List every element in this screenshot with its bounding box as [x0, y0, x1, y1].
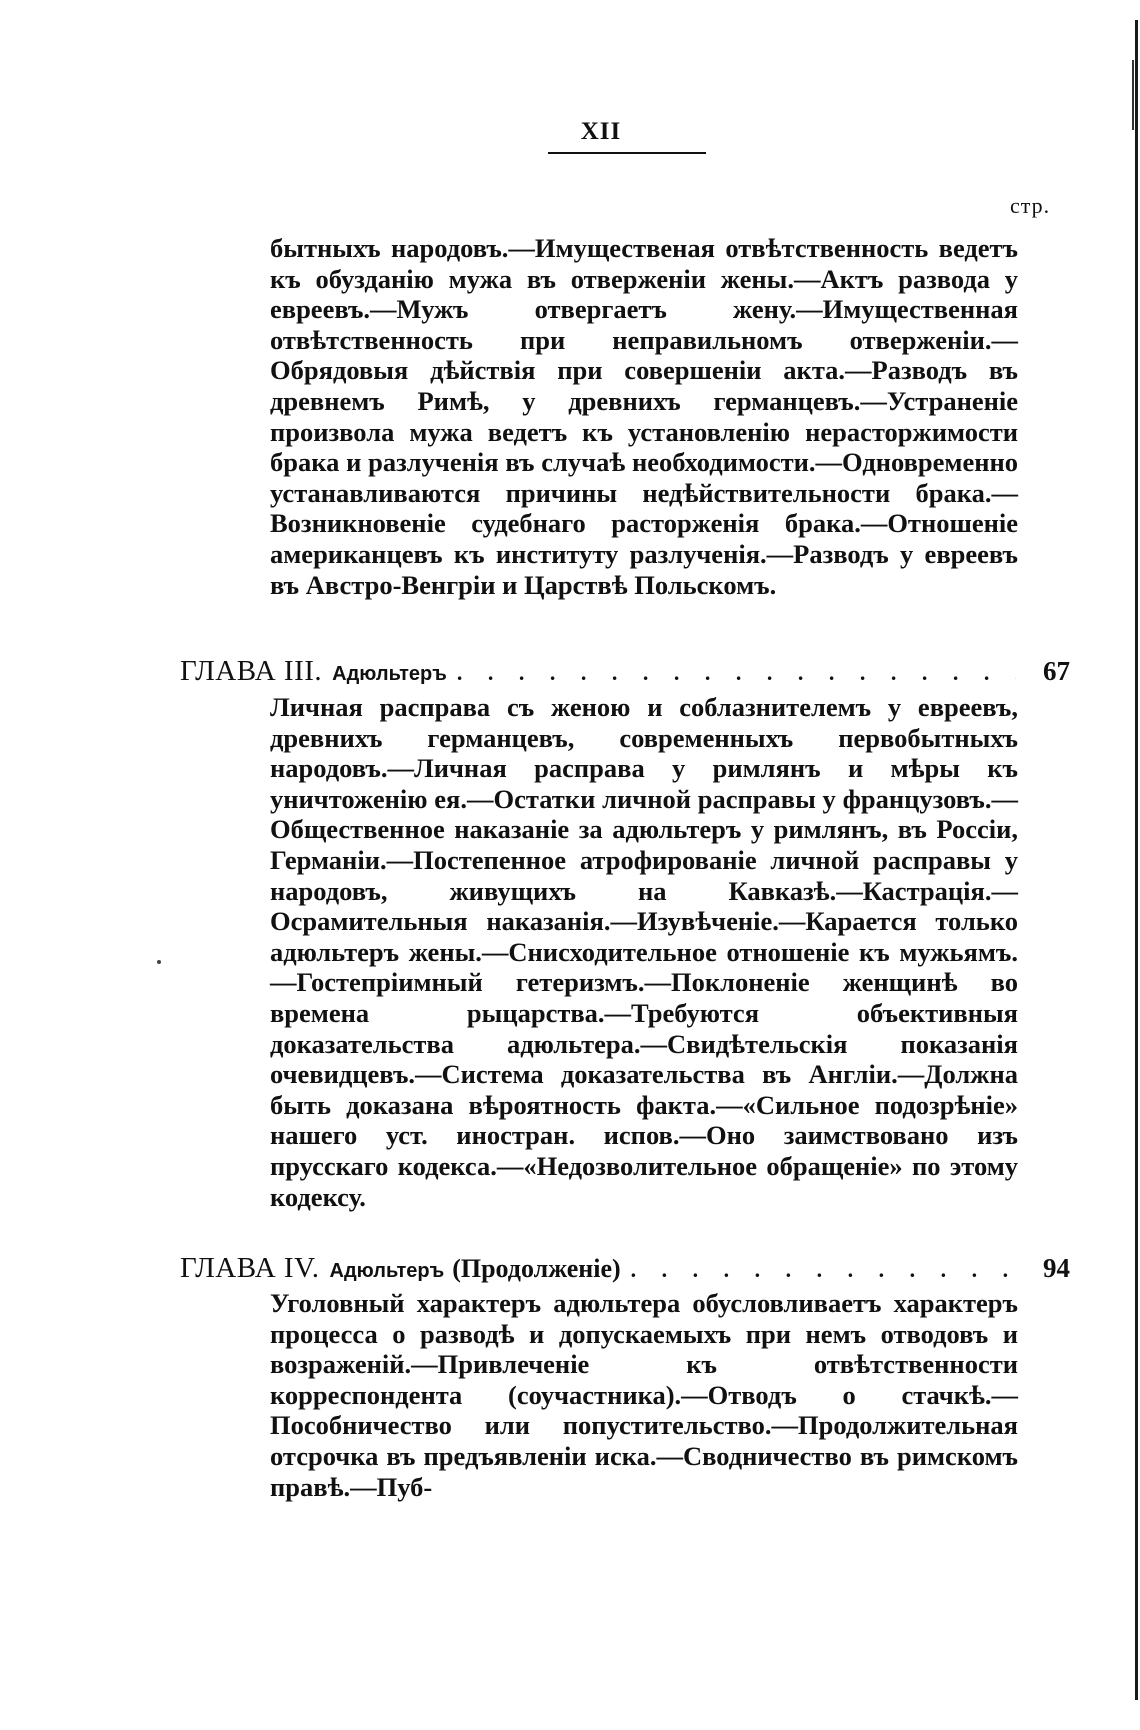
chapter-label: ГЛАВА III.	[180, 655, 323, 687]
chapter-4-summary: Уголовный характеръ адюльтера обусловливаетъ характеръ процесса о разводѣ и допускаемыхъ при немъ отводовъ и возраженій.—Привлеченіе къ отвѣтственности корреспондента (соучастника).—Отводъ о стачкѣ.—Пособничество или попустительство.—Продолжительная отсрочка въ предъявленіи иска.—Сводничество въ римскомъ правѣ.—Пуб-	[270, 1288, 1018, 1502]
chapter-title: Адюльтеръ	[332, 663, 447, 685]
page-edge	[1135, 20, 1138, 1700]
header-rule	[548, 152, 706, 154]
page-edge-mark	[1132, 60, 1134, 130]
dot-leader	[631, 1257, 1016, 1283]
chapter-subtitle: (Продолженіе)	[452, 1254, 621, 1283]
print-speck	[157, 960, 161, 964]
dot-leader	[457, 660, 1016, 686]
chapter-title: Адюльтеръ	[329, 1260, 445, 1282]
toc-entry-chapter-3[interactable]	[180, 655, 1070, 695]
chapter-page-number: 94	[1043, 1253, 1070, 1283]
chapter-3-summary: Личная расправа съ женою и соблазнителемъ у евреевъ, древнихъ германцевъ, современныхъ первобытныхъ народовъ.—Личная расправа у римлянъ и мѣры къ уничтоженію ея.—Остатки личной расправы у французовъ.—Общественное наказаніе за адюльтеръ у римлянъ, въ Россіи, Германіи.—Постепенное атрофированіе личной расправы у народовъ, живущихъ на Кавказѣ.—Кастрація.—Осрамительныя наказанія.—Изувѣченіе.—Карается только адюльтеръ жены.—Снисходительное отношеніе къ мужьямъ.—Гостепріимный гетеризмъ.—Поклоненіе женщинѣ во времена рыцарства.—Требуются объективныя доказательства адюльтера.—Свидѣтельскія показанія очевидцевъ.—Система доказательства въ Англіи.—Должна быть доказана вѣроятность факта.—«Сильное подозрѣніе» нашего уст. иностран. испов.—Оно заимствовано изъ прусскаго кодекса.—«Недозволительное обращеніе» по этому кодексу.	[270, 692, 1018, 1212]
page-column-label: стр.	[1010, 193, 1051, 218]
chapter-page-number: 67	[1043, 656, 1070, 686]
chapter-2-summary-continued: бытныхъ народовъ.—Имущественая отвѣтственность ведетъ къ обузданію мужа въ отверженіи жены.—Актъ развода у евреевъ.—Мужъ отвергаетъ жену.—Имущественная отвѣтственность при неправильномъ отверженіи.—Обрядовыя дѣйствія при совершеніи акта.—Разводъ въ древнемъ Римѣ, у древнихъ германцевъ.—Устраненіе произвола мужа ведетъ къ установленію нерасторжимости брака и разлученія въ случаѣ необходимости.—Одновременно устанавливаются причины недѣйствительности брака.—Возникновеніе судебнаго расторженія брака.—Отношеніе американцевъ къ институту разлученія.—Разводъ у евреевъ въ Австро-Венгріи и Царствѣ Польскомъ.	[270, 233, 1018, 600]
page-number: XII	[580, 118, 622, 145]
toc-entry-chapter-4[interactable]	[180, 1252, 1070, 1292]
chapter-label: ГЛАВА IV.	[180, 1252, 320, 1284]
